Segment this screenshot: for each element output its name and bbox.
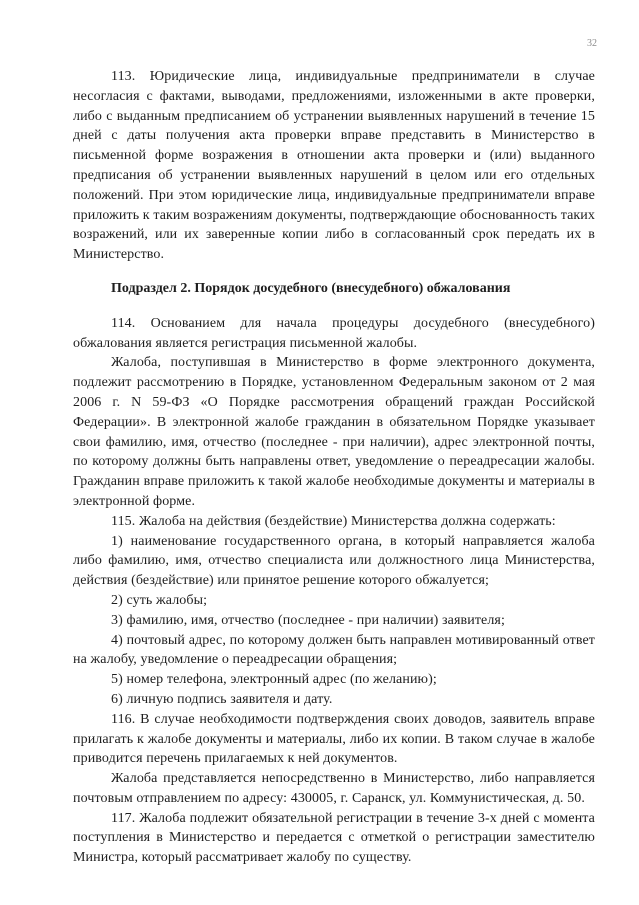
list-item-1: 1) наименование государственного органа, в который направляется жалоба либо фамилию, имя, отчество специалиста или должностного лица Министерства, действия (бездействие) или принятое решение которого обжалуется; (73, 533, 595, 589)
paragraph-113: 113. Юридические лица, индивидуальные предприниматели в случае несогласия с фактами, выводами, предложениями, изложенными в акте проверки, либо с выданным предписанием об устранении выявленных нарушений в течение 15 дней с даты получения акта проверки вправе представить в Министерство в письменной форме возражения в отношении акта проверки и (или) выданного предписания об устранении выявленных нарушений в целом или его отдельных положений. При этом юридические лица, индивидуальные предприниматели вправе приложить к таким возражениям документы, подтверждающие обоснованность таких возражений, или их заверенные копии либо в согласованный срок передать их в Министерство. (73, 69, 595, 263)
paragraph-115: 115. Жалоба на действия (бездействие) Министерства должна содержать: (111, 513, 556, 529)
list-item-2: 2) суть жалобы; (111, 592, 208, 608)
list-item-6: 6) личную подпись заявителя и дату. (111, 691, 333, 707)
subsection-title: Подраздел 2. Порядок досудебного (внесудебного) обжалования (111, 280, 511, 296)
list-item-3: 3) фамилию, имя, отчество (последнее - при наличии) заявителя; (111, 612, 505, 628)
paragraph-117: 117. Жалоба подлежит обязательной регистрации в течение 3-х дней с момента поступления в Министерство и передается с отметкой о регистрации заместителю Министра, который рассматривает жалобу по существу. (73, 810, 595, 866)
paragraph-electronic-complaint: Жалоба, поступившая в Министерство в форме электронного документа, подлежит рассмотрению в Порядке, установленном Федеральным законом от 2 мая 2006 г. N 59-ФЗ «О Порядке рассмотрения обращений граждан Российской Федерации». В электронной жалобе гражданин в обязательном Порядке указывает свои фамилию, имя, отчество (последнее - при наличии), адрес электронной почты, по которому должны быть направлены ответ, уведомление о переадресации жалобы. Гражданин вправе приложить к такой жалобе необходимые документы и материалы в электронной форме. (73, 355, 595, 509)
list-item-5: 5) номер телефона, электронный адрес (по желанию); (111, 672, 437, 688)
list-item-4: 4) почтовый адрес, по которому должен быть направлен мотивированный ответ на жалобу, уведомление о переадресации обращения; (73, 632, 595, 668)
page-number: 32 (587, 38, 597, 49)
paragraph-submission: Жалоба представляется непосредственно в Министерство, либо направляется почтовым отправлением по адресу: 430005, г. Саранск, ул. Коммунистическая, д. 50. (73, 771, 595, 806)
document-body (73, 67, 595, 868)
paragraph-114: 114. Основанием для начала процедуры досудебного (внесудебного) обжалования является регистрация письменной жалобы. (73, 315, 595, 351)
paragraph-116: 116. В случае необходимости подтверждения своих доводов, заявитель вправе прилагать к жалобе документы и материалы, либо их копии. В таком случае в жалобе приводится перечень прилагаемых к ней документов. (73, 711, 595, 767)
